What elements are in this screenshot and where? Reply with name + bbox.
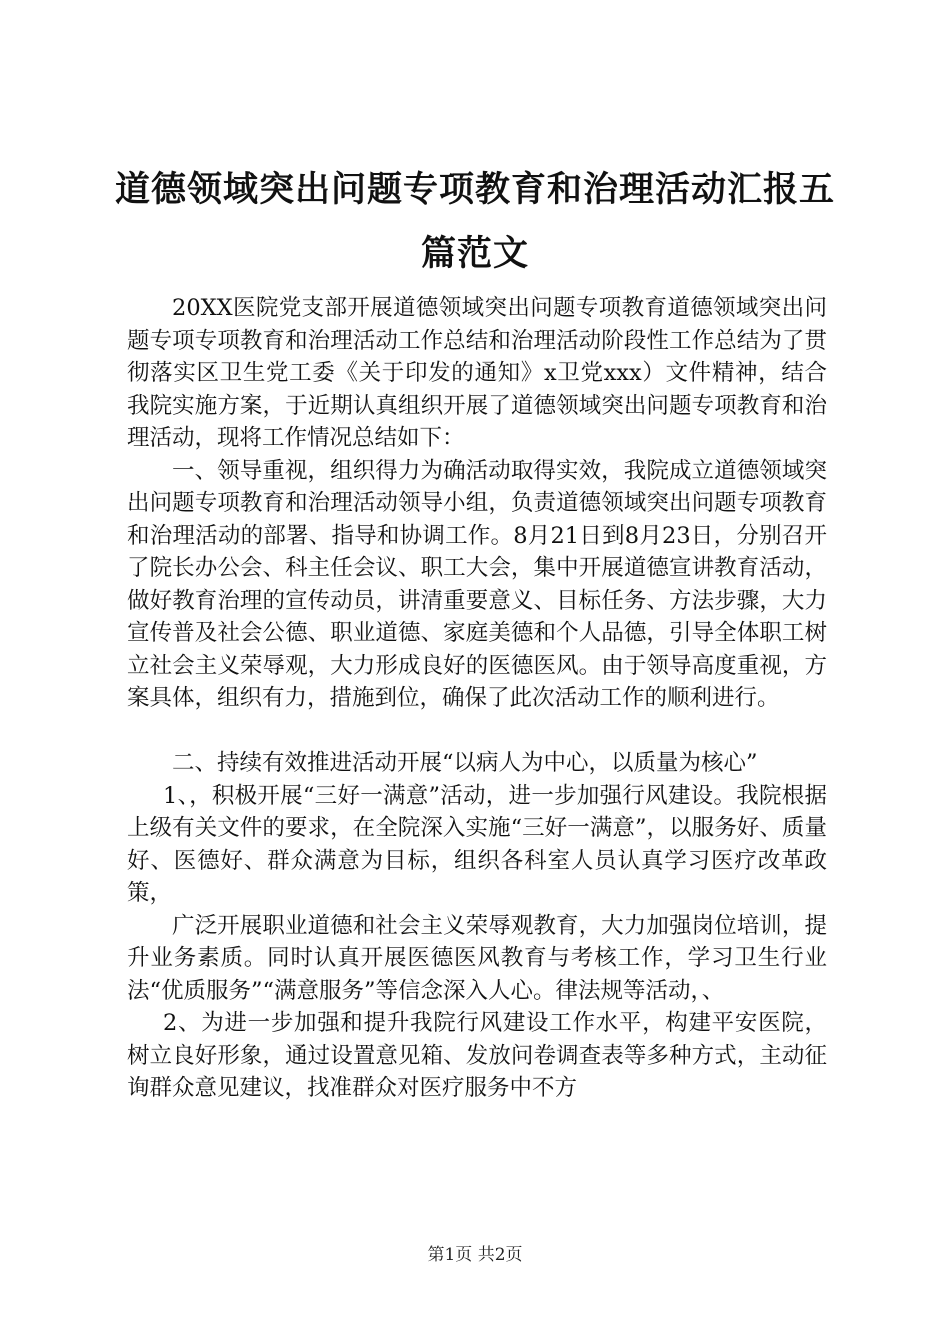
paragraph-item-one: 1、，积极开展“三好一满意”活动，进一步加强行风建设。我院根据上级有关文件的要求，在全院深入实施“三好一满意”，以服务好、质量好、医德好、群众满意为目标，组织各科室人员认真学习医疗改革政策， xyxy=(127,782,827,906)
paragraph-item-two: 2、为进一步加强和提升我院行风建设工作水平，构建平安医院，树立良好形象，通过设置意见箱、发放问卷调查表等多种方式，主动征询群众意见建议，找准群众对医疗服务中不方 xyxy=(127,1010,827,1101)
page-footer: 第1页 共2页 xyxy=(427,1245,523,1265)
paragraph-item-one-cont: 广泛开展职业道德和社会主义荣辱观教育，大力加强岗位培训，提升业务素质。同时认真开展医德医风教育与考核工作，学习卫生行业法“优质服务”“满意服务”等信念深入人心。律法规等活动，、 xyxy=(127,912,827,1004)
document-title: 道德领域突出问题专项教育和治理活动汇报五篇范文 xyxy=(114,169,835,274)
document-body xyxy=(127,292,827,1105)
paragraph-section-two-heading: 二、持续有效推进活动开展“以病人为中心，以质量为核心” xyxy=(172,750,758,776)
paragraph-section-one: 一、领导重视，组织得力为确活动取得实效，我院成立道德领域突出问题专项教育和治理活动领导小组，负责道德领域突出问题专项教育和治理活动的部署、指导和协调工作。8月21日到8月23日，分别召开了院长办公会、科主任会议、职工大会，集中开展道德宣讲教育活动，做好教育治理的宣传动员，讲清重要意义、目标任务、方法步骤，大力宣传普及社会公德、职业道德、家庭美德和个人品德，引导全体职工树立社会主义荣辱观，大力形成良好的医德医风。由于领导高度重视，方案具体，组织有力，措施到位，确保了此次活动工作的顺利进行。 xyxy=(127,457,827,711)
paragraph-intro: 20XX医院党支部开展道德领域突出问题专项教育道德领域突出问题专项专项教育和治理活动工作总结和治理活动阶段性工作总结为了贯彻落实区卫生党工委《关于印发的通知》x卫党xxx）文件精神，结合我院实施方案，于近期认真组织开展了道德领域突出问题专项教育和治理活动，现将工作情况总结如下： xyxy=(127,295,827,451)
